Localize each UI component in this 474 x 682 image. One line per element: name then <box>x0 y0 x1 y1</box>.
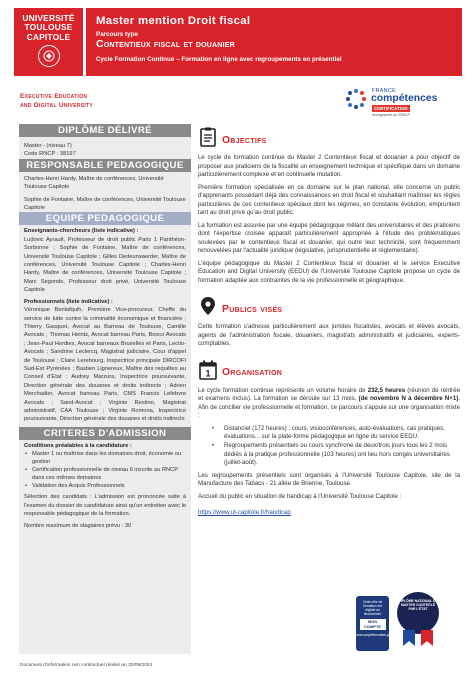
diplome-line1: Master - (niveau 7) <box>24 143 72 149</box>
responsable-heading: RESPONSABLE PEDAGOGIQUE <box>19 159 191 172</box>
publics-title: Publics visés <box>222 303 283 315</box>
organisation-title: Organisation <box>222 367 283 378</box>
organisation-header <box>198 353 460 387</box>
university-logo[interactable] <box>14 8 83 76</box>
logo-line3: CAPITOLE <box>26 31 71 42</box>
fc-line2: compétences <box>371 93 438 104</box>
qualiopi-bottom: moncompteformation.gouv.fr <box>356 633 397 637</box>
page-title: Master mention Droit fiscal <box>96 15 251 27</box>
master-badge-circle <box>397 592 439 634</box>
header <box>14 8 462 76</box>
organisation-p2: Les regroupements présentiels sont organisés à l'Université Toulouse Capitole, site de la Manufacture des Tabacs - 21 allée de Brienne, Toulouse. <box>198 471 460 488</box>
equipe-heading: EQUIPE PEDAGOGIQUE <box>19 212 191 225</box>
footer-note: Document d'information non contractuel réalisé au 20/09/2024 <box>20 663 153 668</box>
diplome-heading: DIPLÔME DÉLIVRÉ <box>19 124 191 137</box>
org-period: (de novembre N à décembre N+1) <box>358 395 459 402</box>
org-p1-part-a: Le cycle formation continue représente un volume horaire de <box>198 386 368 394</box>
main-content <box>198 120 460 519</box>
professionnels-label: Professionnels (liste indicative) : <box>24 298 113 305</box>
qualiopi-logo: MON COMPTE FORMATION <box>360 619 385 634</box>
mon-compte-formation-badge <box>356 596 397 651</box>
organisation-p1 <box>198 387 460 421</box>
exec-line1: Executive Education <box>20 93 88 100</box>
list-item: • Validation des Acquis Professionnels <box>24 482 186 490</box>
objectifs-p4: L'équipe pédagogique du Master 2 Contentieux fiscal et douanier et le service Executive Education and Digital University (EEDU) de l'Université Toulouse Capitole propose un cycle de formation adaptée aux contraintes de la vie professionnelle et géographique. <box>198 259 460 284</box>
professionnels-text: Véronique Benlafquih, Première Vice-procureur, Cheffe du service de lutte contre la criminalité économique et financière ; Thierry Gasquet, Avocat au Barreau de Toulouse, Camille Avocats ; Thomas Heintz, Avocat barreau Paris, Bosco Avocats ; Jean-Paul Hordies, Avocat barreaux Bruxelles et Paris, Lectio-Avocats ; Sandrine Leclercq, Magistrat judiciaire, Cour d'appel de Toulouse ; Claire Lerebourg, Inspectrice principale DIRCOFI Sud-Est Pyrénées ; Bastien Lignereux, Maître des requêtes au Conseil d'Etat ; Audrey Marzura, Inspectrice poursuivante, Direction générale des douanes et droits indirects ; Adrien Merchadier, Avocat barreau Paris, CMS Francis Lefebvre Avocats ; Sand-Avocat ; Virginie Restino, Magistrat administratif, CAA Toulouse ; Virginie Romona, Inspectrice poursuivante, Direction générale des douanes et droits indirects <box>24 307 186 423</box>
list-item: • Master 1 ou maîtrise dans les domaines droit, économie ou gestion <box>24 450 186 466</box>
org-hours: 232,5 heures <box>367 386 406 394</box>
france-competences-icon <box>344 87 368 111</box>
seal-icon <box>38 45 60 67</box>
page-description: Cycle Formation Continue – Formation en ligne avec regroupements en présentiel <box>96 56 342 63</box>
qualiopi-text: Cette offre de formation est éligible au financement <box>362 600 383 616</box>
svg-text:1: 1 <box>205 368 211 378</box>
fc-small: enregistrée au RNCP <box>372 112 411 117</box>
master-badge-text: DIPLÔME NATIONAL DE MASTER CONTRÔLÉ PAR L'ÉTAT <box>398 599 438 612</box>
title-band <box>86 8 462 76</box>
conditions-label: Conditions préalables à la candidature : <box>24 442 132 449</box>
list-item: • Regroupements présentiels ou cours synchrone de deux/trois jours tous les 2 mois dédiés à la pratique professionnelle (103 heures) ont lieu hors congés universitaires (juillet-août). <box>210 442 460 467</box>
responsable-p1: Charles-Henri Hardy, Maître de conférences, Université Toulouse Capitole <box>24 175 164 191</box>
organisation-p3: Accueil du public en situation de handicap à l'Université Toulouse Capitole : <box>198 492 402 500</box>
calendar-icon <box>198 360 218 380</box>
publics-p1: Cette formation s'adresse particulièrement aux juristes fiscalistes, avocats et élèves avocats, agents de l'administration fiscale, douaniers, magistrats administratifs et judiciaires, experts-comptables. <box>198 323 460 347</box>
fc-line1: FRANCE <box>372 88 396 94</box>
logo-line1: UNIVERSITÉ <box>22 13 75 23</box>
master-etat-badge <box>397 592 439 654</box>
objectifs-p1: Le cycle de formation continue du Master 2 Contentieux fiscal et douanier a pour objectif de proposer aux praticiens de la fiscalité un enseignement technique et spécifique dans un domaine particulièrement complexe et en continuelle mutation. <box>198 154 460 178</box>
list-item: • Distanciel (172 heures) : cours, visioconférences, auto-évaluations, cas pratiques, évaluations... sur la plate-forme pédagogique en ligne du service EEDU. <box>210 425 460 442</box>
clipboard-icon <box>198 127 218 147</box>
objectifs-p2: Première formation spécialisée en ce domaine sur le plan national, elle concerne un public d'apprenants possédant déjà des connaissances en droit fiscal et souhaitant maîtriser les règles particulières de ces contentieux spéciaux dont les régimes, en constante évolution, empruntent tant au droit privé qu'au droit public. <box>198 183 460 216</box>
nombre-text: Nombre maximum de stagiaires prévu : 30 <box>24 523 132 530</box>
conditions-list <box>19 450 191 490</box>
list-item: • Certification professionnelle de niveau 6 inscrite au RNCP dans ces mêmes domaines <box>24 466 186 482</box>
type-label: Parcours type <box>96 31 138 38</box>
publics-header <box>198 289 460 323</box>
ribbon-icon <box>401 630 435 646</box>
diplome-line2: Code RNCP : 38197 <box>24 151 76 158</box>
exec-line2: and Digital University <box>20 102 94 109</box>
objectifs-p3: La formation est assurée par une équipe pédagogique mêlant des universitaires et des praticiens dont l'expertise croisée apparaît particulièrement appropriée à l'étude des problématiques soulevées par le contentieux fiscal et douanier, qui outre leur technicité, sont fréquemment renouvelées par l'actualité juridique (législative, jurisprudentielle et réglementaire). <box>198 221 460 254</box>
fc-cert-badge: CERTIFICATION <box>374 106 408 111</box>
location-pin-icon <box>198 296 218 316</box>
handicap-link[interactable]: https://www.ut-capitole.fr/handicap <box>198 509 291 517</box>
executive-education-label <box>20 92 93 110</box>
criteres-heading: CRITERES D'ADMISSION <box>19 427 191 440</box>
objectifs-title: Objectifs <box>222 134 267 146</box>
org-p1-part-e: . Afin de concilier vie professionnelle et formation, ce parcours s'appuie sur une organisation mixte : <box>198 395 460 419</box>
page-subtitle: Contentieux fiscal et douanier <box>96 39 235 50</box>
org-p1-part-c: (réunion de rentrée et examens inclus). La formation se déroule sur 13 mois, <box>198 386 460 402</box>
organisation-list <box>210 425 460 468</box>
objectifs-header <box>198 120 460 154</box>
enseignants-label: Enseignants-chercheurs (liste indicative) : <box>24 228 139 235</box>
logo-line2: TOULOUSE <box>24 22 73 33</box>
left-sidebar <box>19 124 191 654</box>
selection-text: Sélection des candidats : L'admission est prononcée suite à l'examen du dossier de candidature ainsi qu'un entretien avec le responsable pédagogique de la formation. <box>24 494 186 517</box>
enseignants-text: Ludovic Ayrault, Professeur de droit public Paris 1 Panthéon-Sorbonne ; Sophie de Fontaine, Maître de conférences, Université Toulouse Capitole ; Gilles Dedeurwaerder, Maître de conférences, Université Toulouse Capitole ; Charles-Henri Hardy, Maître de conférences, Université Toulouse Capitole ; Marc Segonds, Professeur droit privé, Université Toulouse Capitole <box>24 236 186 294</box>
france-competences-logo <box>344 87 444 119</box>
responsable-p2: Sophie de Fontaine, Maître de conférences, Université Toulouse Capitole <box>24 196 186 212</box>
